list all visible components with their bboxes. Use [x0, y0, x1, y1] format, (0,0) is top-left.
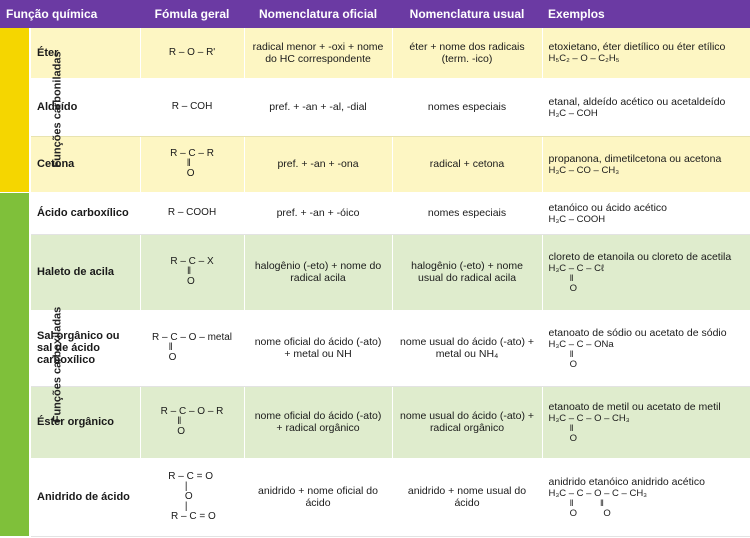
usual-nomenclature: halogênio (-eto) + nome usual do radical acila	[392, 234, 542, 310]
function-name: Éter	[30, 28, 140, 78]
table-row	[0, 310, 750, 386]
general-formula: R – COOH	[140, 192, 244, 234]
group-carboxyl-label: Funções carboxiladas	[0, 192, 30, 536]
official-nomenclature: pref. + -an + -ona	[244, 136, 392, 192]
table-row	[0, 192, 750, 234]
general-formula: R – COH	[140, 78, 244, 136]
function-name: Cetona	[30, 136, 140, 192]
example: etoxietano, éter dietílico ou éter etílico H₅C₂ – O – C₂H₅	[542, 28, 750, 78]
header-usual-nomenclature: Nomenclatura usual	[392, 0, 542, 28]
example: cloreto de etanoila ou cloreto de acetila H₃C – C – Cℓ ‖ O	[542, 234, 750, 310]
usual-nomenclature: radical + cetona	[392, 136, 542, 192]
example-formula: H₅C₂ – O – C₂H₅	[548, 53, 620, 65]
official-nomenclature: anidrido + nome oficial do ácido	[244, 458, 392, 536]
example-formula: H₃C – C – O – CH₃ ‖ O	[548, 412, 630, 444]
example-formula: H₃C – C – Cℓ ‖ O	[548, 262, 605, 294]
group-carbonyl-label: Funções carboniladas	[0, 28, 30, 192]
example: etanoato de metil ou acetato de metil H₃C – C – O – CH₃ ‖ O	[542, 386, 750, 458]
example: etanal, aldeído acético ou acetaldeído H₃C – COH	[542, 78, 750, 136]
table-row	[0, 234, 750, 310]
usual-nomenclature: éter + nome dos radicais (term. -ico)	[392, 28, 542, 78]
function-name: Sal orgânico ou sal de ácido carboxílico	[30, 310, 140, 386]
general-formula: R – O – R'	[140, 28, 244, 78]
header-function: Função química	[0, 0, 140, 28]
example: etanóico ou ácido acético H₃C – COOH	[542, 192, 750, 234]
function-name: Aldeído	[30, 78, 140, 136]
example-formula: H₃C – C – O – C – CH₃ ‖ ‖ O O	[548, 487, 648, 519]
example-formula: H₃C – CO – CH₃	[548, 164, 620, 176]
general-formula: R – C = O | O | R – C = O	[140, 458, 244, 536]
official-nomenclature: pref. + -an + -al, -dial	[244, 78, 392, 136]
header-examples: Exemplos	[542, 0, 750, 28]
official-nomenclature: nome oficial do ácido (-ato) + radical orgânico	[244, 386, 392, 458]
example-formula: H₃C – COOH	[548, 213, 606, 225]
function-name: Haleto de acila	[30, 234, 140, 310]
usual-nomenclature: nome usual do ácido (-ato) + metal ou NH₄	[392, 310, 542, 386]
general-formula: R – C – R ‖ O	[140, 136, 244, 192]
table-row	[0, 78, 750, 136]
example: etanoato de sódio ou acetato de sódio H₃C – C – ONa ‖ O	[542, 310, 750, 386]
usual-nomenclature: nomes especiais	[392, 78, 542, 136]
header-general-formula: Fómula geral	[140, 0, 244, 28]
example: anidrido etanóico anidrido acético H₃C – C – O – C – CH₃ ‖ ‖ O O	[542, 458, 750, 536]
table-row	[0, 136, 750, 192]
general-formula: R – C – X ‖ O	[140, 234, 244, 310]
header-official-nomenclature: Nomenclatura oficial	[244, 0, 392, 28]
usual-nomenclature: anidrido + nome usual do ácido	[392, 458, 542, 536]
table-header-row	[0, 0, 750, 28]
function-name: Ácido carboxílico	[30, 192, 140, 234]
table-row	[0, 386, 750, 458]
general-formula: R – C – O – metal ‖ O	[140, 310, 244, 386]
usual-nomenclature: nome usual do ácido (-ato) + radical orgânico	[392, 386, 542, 458]
official-nomenclature: radical menor + -oxi + nome do HC correspondente	[244, 28, 392, 78]
example: propanona, dimetilcetona ou acetona H₃C – CO – CH₃	[542, 136, 750, 192]
example-formula: H₃C – COH	[548, 107, 598, 119]
example-formula: H₃C – C – ONa ‖ O	[548, 338, 614, 370]
official-nomenclature: nome oficial do ácido (-ato) + metal ou NH	[244, 310, 392, 386]
function-name: Éster orgânico	[30, 386, 140, 458]
general-formula: R – C – O – R ‖ O	[140, 386, 244, 458]
table-row	[0, 28, 750, 78]
usual-nomenclature: nomes especiais	[392, 192, 542, 234]
table-row	[0, 458, 750, 536]
function-name: Anidrido de ácido	[30, 458, 140, 536]
official-nomenclature: pref. + -an + -óico	[244, 192, 392, 234]
official-nomenclature: halogênio (-eto) + nome do radical acila	[244, 234, 392, 310]
